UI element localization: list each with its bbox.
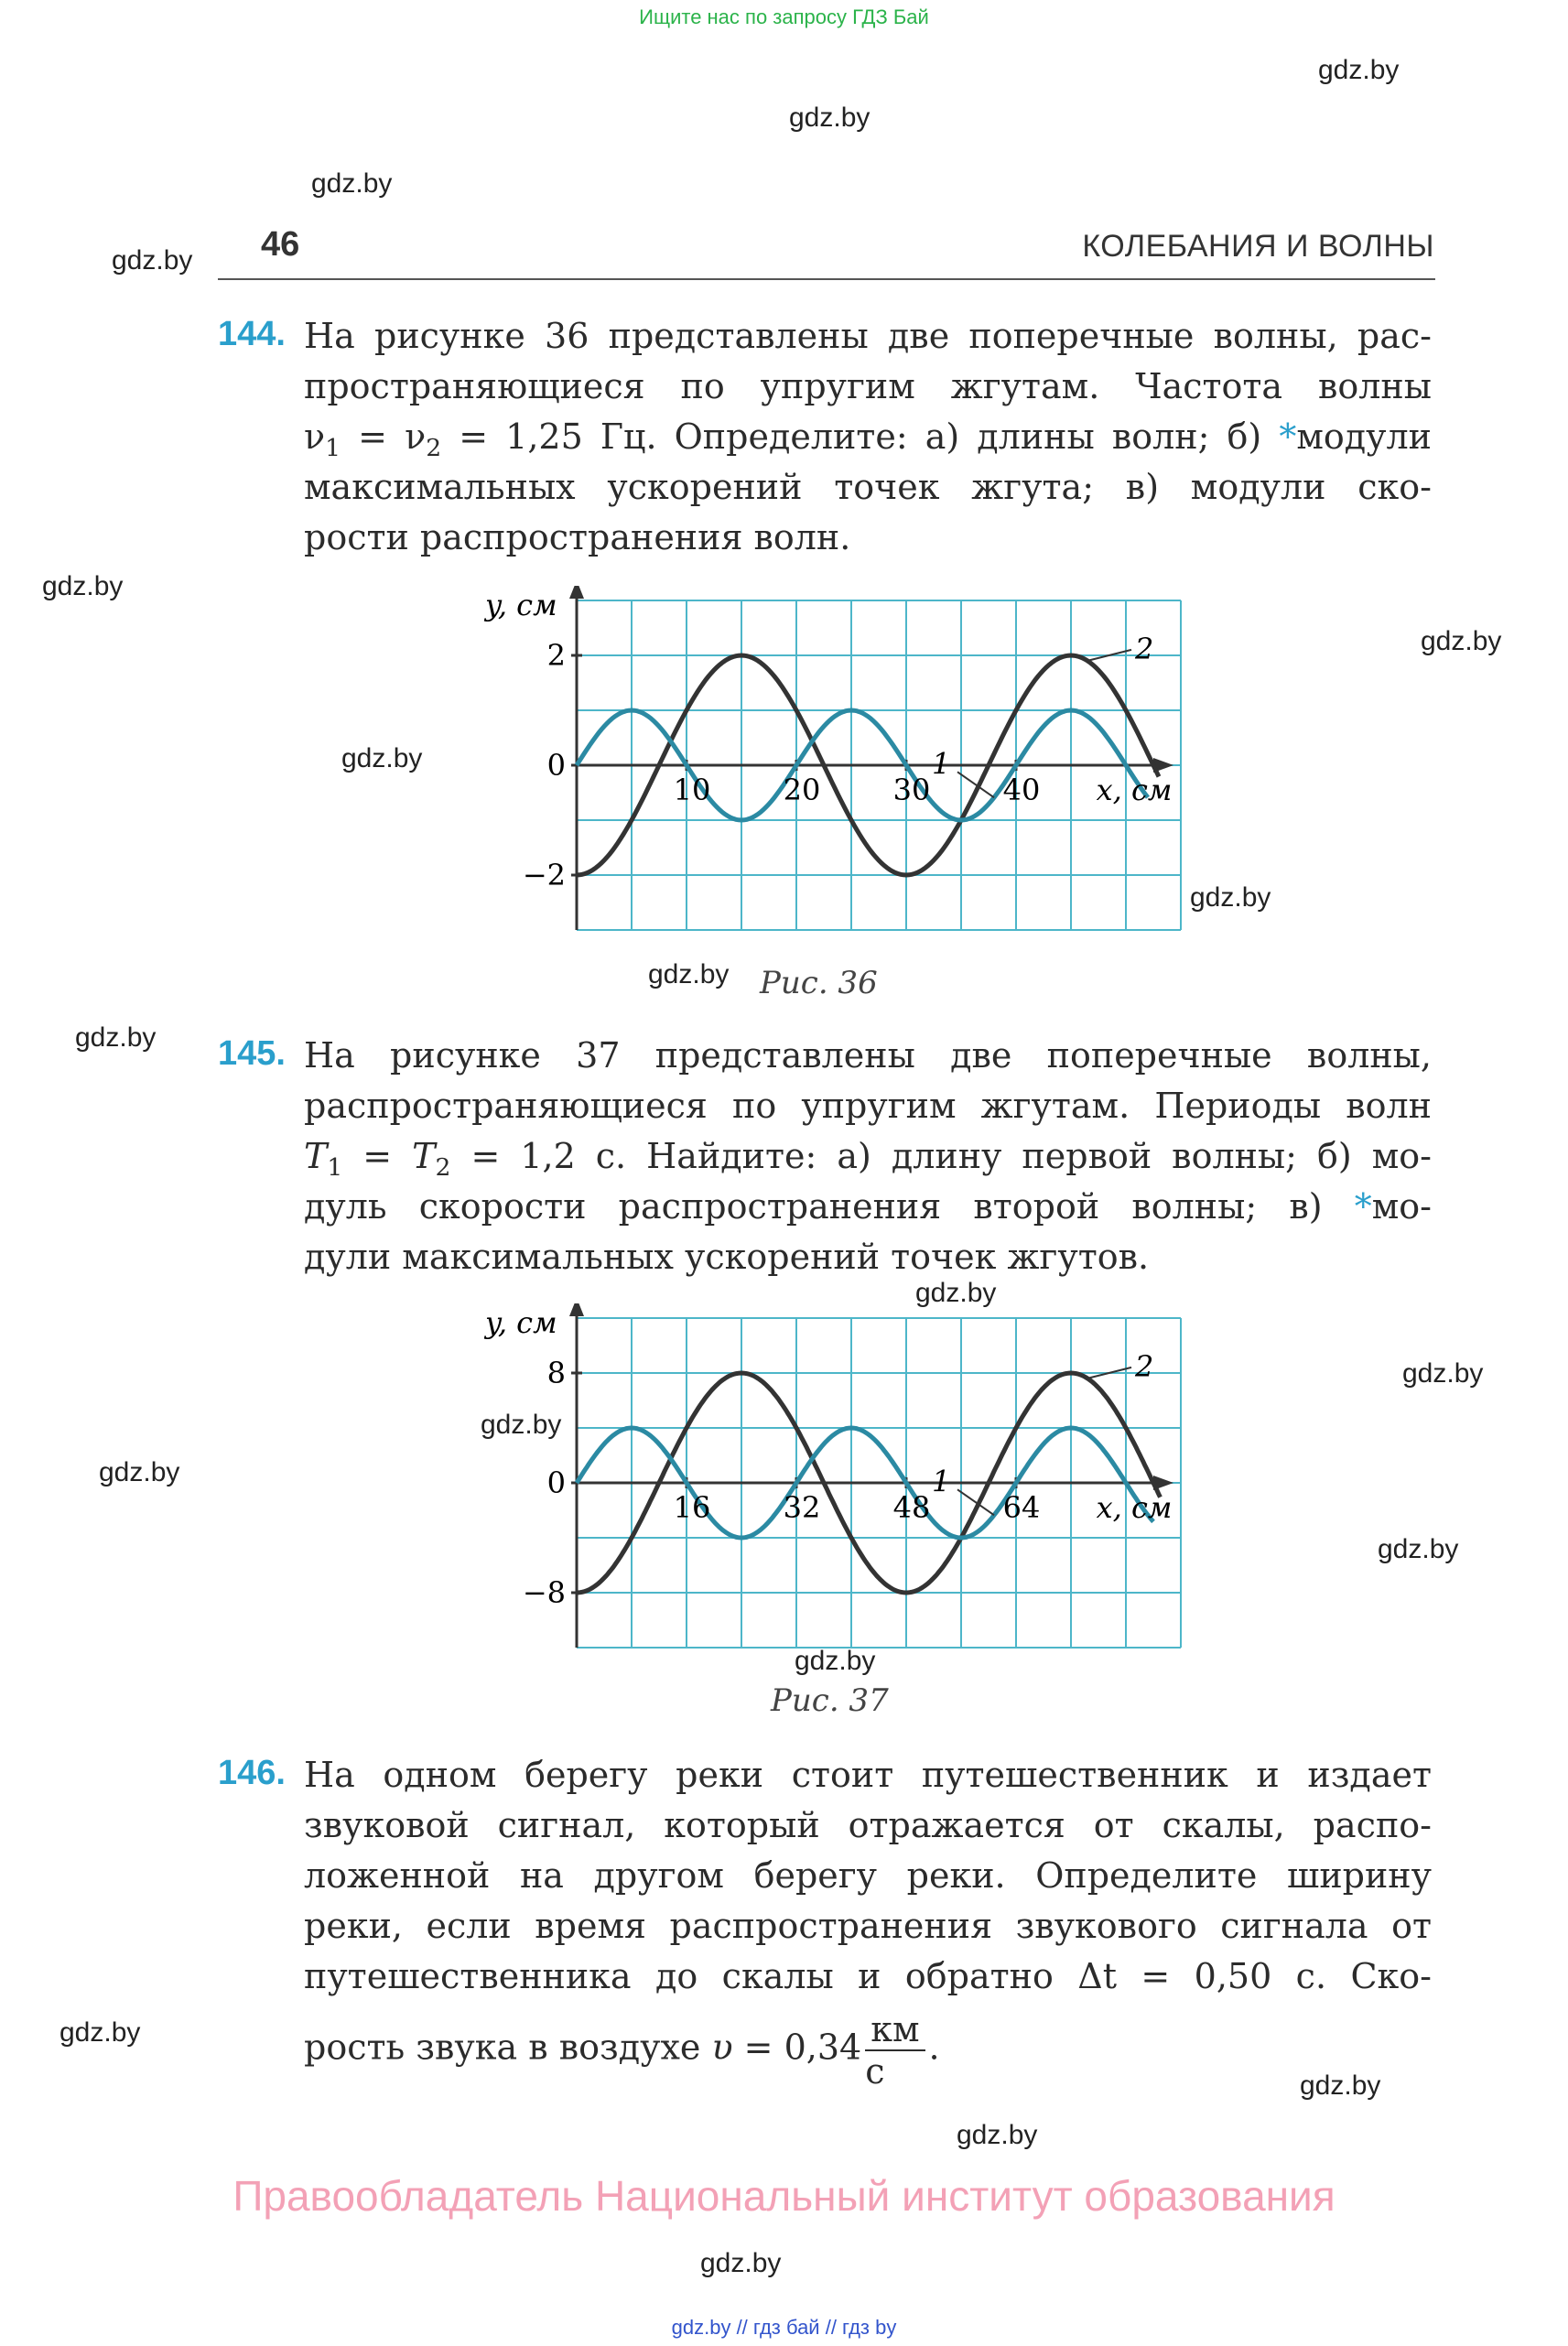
text-line: путешественника до скалы и обратно Δt = 0,50 с. Ско- — [304, 1956, 1432, 1996]
text-line: реки, если время распространения звукового сигнала от — [304, 1906, 1432, 1946]
problem-146-text — [304, 1750, 1432, 2092]
y-axis-label: y, см — [485, 1305, 557, 1340]
figure-37-chart — [449, 1303, 1199, 1670]
watermark: gdz.by — [789, 103, 871, 133]
watermark: gdz.by — [795, 1646, 876, 1676]
star-icon: * — [1279, 416, 1297, 457]
text-line-formula: $\nu_1 = \nu_2 = 1,25$ Гц. Определите: а) длины волн; б) *модули — [304, 416, 1432, 462]
watermark: gdz.by — [1190, 882, 1271, 913]
watermark: gdz.by — [112, 245, 193, 276]
x-tick-label: 20 — [783, 773, 821, 807]
watermark: gdz.by — [75, 1022, 157, 1053]
y-axis-arrow — [569, 586, 584, 599]
series-1-label: 1 — [932, 1464, 951, 1499]
star-icon: * — [1354, 1186, 1372, 1227]
x-tick-label: 16 — [673, 1490, 711, 1525]
text-line: На рисунке 36 представлены две поперечные волны, рас- — [304, 316, 1432, 356]
x-tick-label: 48 — [892, 1490, 931, 1525]
watermark: gdz.by — [1378, 1534, 1459, 1564]
watermark: gdz.by — [957, 2120, 1038, 2150]
series-2-label: 2 — [1135, 1348, 1154, 1384]
figure-36-chart — [449, 586, 1199, 952]
text-line: На одном берегу реки стоит путешественник и издает — [304, 1755, 1432, 1795]
y-axis-label: y, см — [485, 588, 557, 622]
text-line: дуль скорости распространения второй волны; в) *мо- — [304, 1186, 1432, 1227]
y-tick-label: 2 — [546, 638, 566, 673]
watermark: gdz.by — [1421, 626, 1502, 656]
chart-axes — [569, 586, 1173, 930]
y-tick-label: −2 — [522, 858, 566, 892]
watermark: gdz.by — [99, 1457, 180, 1487]
text-line: ложенной на другом берегу реки. Определите ширину — [304, 1855, 1432, 1896]
x-axis-label: x, см — [1096, 773, 1173, 807]
text-line: пространяющиеся по упругим жгутам. Частота волны — [304, 366, 1432, 406]
watermark: gdz.by — [700, 2248, 782, 2278]
problem-number: 144. — [218, 315, 286, 353]
x-tick-label: 32 — [783, 1490, 821, 1525]
text-line: На рисунке 37 представлены две поперечные волны, — [304, 1035, 1432, 1076]
header-rule — [218, 278, 1435, 280]
page-number: 46 — [261, 225, 300, 264]
watermark: gdz.by — [42, 571, 124, 601]
watermark: gdz.by — [1318, 55, 1400, 85]
watermark: gdz.by — [648, 959, 730, 989]
text-line: рости распространения волн. — [304, 517, 851, 557]
watermark: gdz.by — [341, 743, 423, 773]
text-line: распространяющиеся по упругим жгутам. Периоды волн — [304, 1086, 1432, 1126]
rights-holder-notice: Правообладатель Национальный институт образования — [232, 2172, 1336, 2220]
figure-37-caption: Рис. 37 — [771, 1682, 889, 1719]
section-title: КОЛЕБАНИЯ И ВОЛНЫ — [1082, 229, 1434, 264]
y-axis-arrow — [569, 1303, 584, 1316]
problem-number: 146. — [218, 1754, 286, 1792]
watermark: gdz.by — [481, 1410, 562, 1440]
figure-36-caption: Рис. 36 — [760, 965, 878, 1001]
watermark: gdz.by — [59, 2017, 141, 2048]
watermark: gdz.by — [311, 168, 393, 199]
series-1-label: 1 — [932, 746, 951, 782]
y-tick-label: 0 — [546, 1465, 566, 1500]
series-2-label: 2 — [1135, 631, 1154, 666]
text-line: максимальных ускорений точек жгута; в) модули ско- — [304, 467, 1432, 507]
x-tick-label: 30 — [892, 773, 931, 807]
watermark: gdz.by — [915, 1278, 997, 1308]
text-line-formula: $T_1 = T_2 = 1,2$ с. Найдите: а) длину первой волны; б) мо- — [304, 1136, 1432, 1182]
problem-144-text — [304, 311, 1432, 563]
x-tick-label: 40 — [1002, 773, 1041, 807]
x-tick-label: 64 — [1002, 1490, 1041, 1525]
x-axis-label: x, см — [1096, 1490, 1173, 1525]
chart-axes — [569, 1303, 1173, 1648]
watermark: gdz.by — [1300, 2070, 1381, 2101]
top-search-note[interactable]: Ищите нас по запросу ГДЗ Бай — [639, 5, 929, 28]
y-tick-label: −8 — [522, 1575, 566, 1610]
y-tick-label: 0 — [546, 748, 566, 783]
problem-145-text — [304, 1031, 1432, 1282]
y-tick-label: 8 — [546, 1356, 566, 1390]
problem-number: 145. — [218, 1034, 286, 1073]
text-line-speed: рость звука в воздухе υ = 0,34 $\frac{км}{с}$ . — [304, 2009, 940, 2092]
x-tick-label: 10 — [673, 773, 711, 807]
unit-fraction: $\frac{км}{с}$ — [865, 2009, 925, 2092]
text-line: звуковой сигнал, который отражается от скалы, распо- — [304, 1805, 1432, 1845]
text-line: дули максимальных ускорений точек жгутов. — [304, 1237, 1150, 1277]
watermark: gdz.by — [1402, 1358, 1484, 1389]
footer-links[interactable]: gdz.by // гдз бай // гдз by — [671, 2316, 897, 2339]
